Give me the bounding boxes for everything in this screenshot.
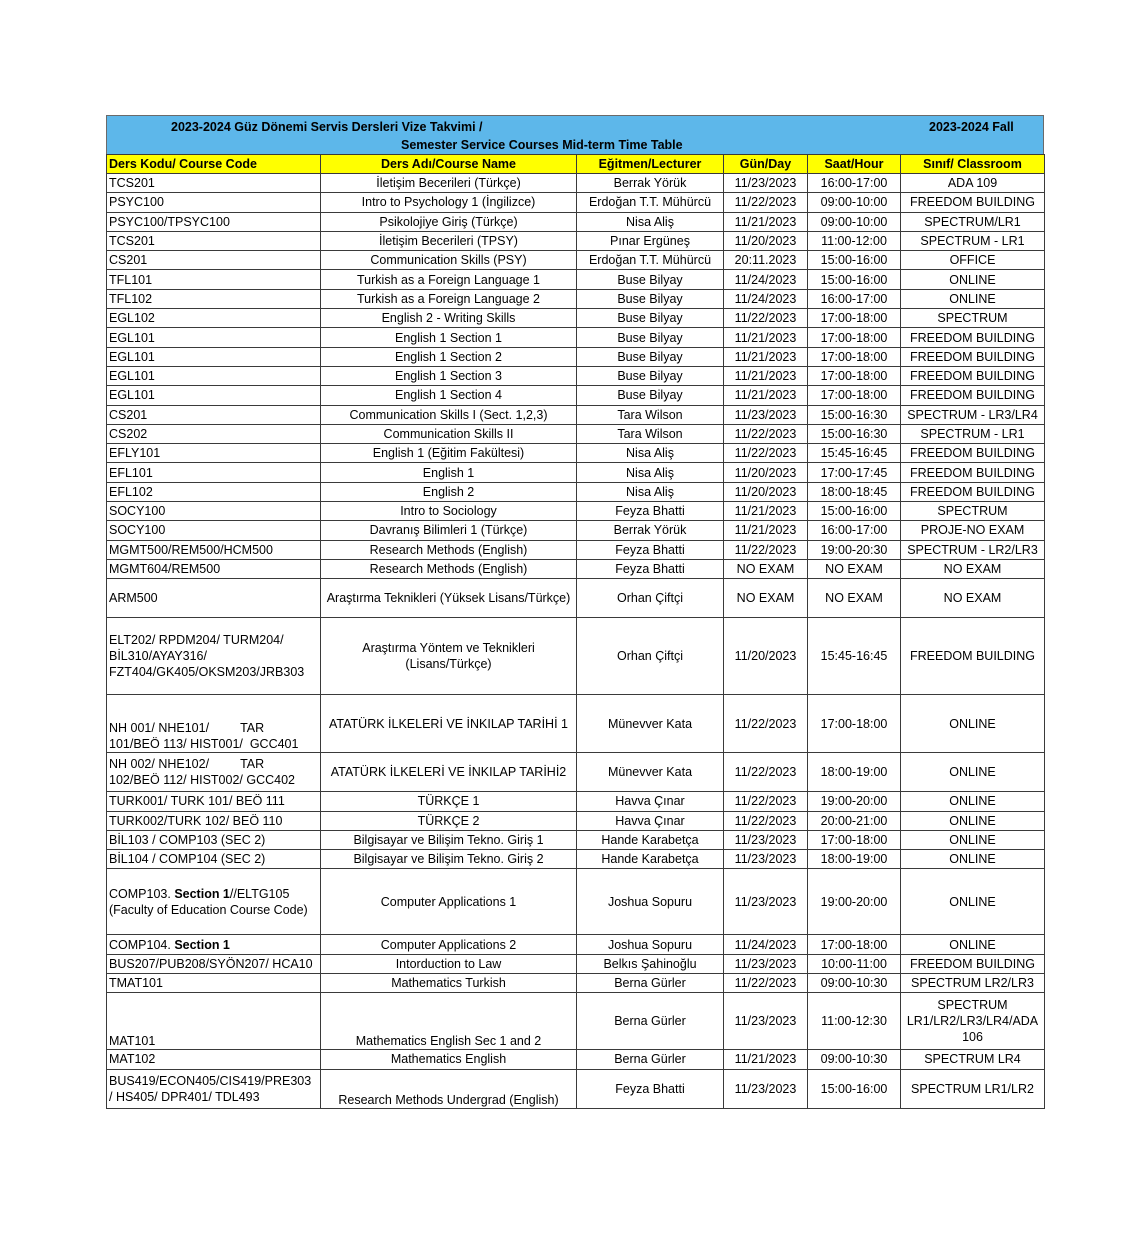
course-code: CS201: [107, 405, 321, 424]
lecturer: Nisa Aliş: [577, 463, 724, 482]
header-day: Gün/Day: [724, 155, 808, 174]
exam-day: 20:11.2023: [724, 251, 808, 270]
course-name: Intro to Psychology 1 (İngilizce): [321, 193, 577, 212]
classroom: ONLINE: [901, 792, 1045, 811]
lecturer: Joshua Sopuru: [577, 869, 724, 935]
timetable-sheet: [106, 115, 1044, 1109]
course-name: Intorduction to Law: [321, 954, 577, 973]
header-row: [107, 155, 1045, 174]
course-name: Mathematics English: [321, 1050, 577, 1069]
exam-hour: 17:00-18:00: [808, 386, 901, 405]
lecturer: Havva Çınar: [577, 811, 724, 830]
classroom: ADA 109: [901, 174, 1045, 193]
course-code: EFL101: [107, 463, 321, 482]
classroom: ONLINE: [901, 811, 1045, 830]
table-row: [107, 424, 1045, 443]
exam-hour: 17:00-18:00: [808, 935, 901, 954]
exam-hour: 17:00-18:00: [808, 347, 901, 366]
exam-day: 11/22/2023: [724, 753, 808, 792]
course-code: CS201: [107, 251, 321, 270]
classroom: ONLINE: [901, 270, 1045, 289]
course-code: TCS201: [107, 231, 321, 250]
exam-day: 11/23/2023: [724, 1069, 808, 1108]
exam-hour: 15:45-16:45: [808, 444, 901, 463]
exam-day: 11/22/2023: [724, 193, 808, 212]
course-code-prefix: COMP104.: [109, 937, 175, 952]
classroom: SPECTRUM LR1/LR2: [901, 1069, 1045, 1108]
exam-day: 11/23/2023: [724, 174, 808, 193]
table-row: [107, 935, 1045, 954]
table-row: [107, 212, 1045, 231]
exam-hour: 15:00-16:00: [808, 502, 901, 521]
lecturer: Berrak Yörük: [577, 174, 724, 193]
course-code: BUS419/ECON405/CIS419/PRE303 / HS405/ DPR401/ TDL493: [107, 1069, 321, 1108]
exam-hour: 17:00-18:00: [808, 309, 901, 328]
classroom: SPECTRUM LR4: [901, 1050, 1045, 1069]
exam-hour: 20:00-21:00: [808, 811, 901, 830]
course-code: SOCY100: [107, 521, 321, 540]
table-row: [107, 289, 1045, 308]
table-row: [107, 231, 1045, 250]
course-code-suffix: //ELTG105 (Faculty of Education Course Code): [109, 886, 308, 917]
exam-day: 11/24/2023: [724, 935, 808, 954]
course-code: EGL101: [107, 366, 321, 385]
table-row: [107, 540, 1045, 559]
table-row: [107, 193, 1045, 212]
table-row: [107, 695, 1045, 753]
classroom: FREEDOM BUILDING: [901, 386, 1045, 405]
course-name: Turkish as a Foreign Language 2: [321, 289, 577, 308]
course-name: Research Methods Undergrad (English): [321, 1069, 577, 1108]
exam-day: 11/21/2023: [724, 366, 808, 385]
classroom: SPECTRUM: [901, 502, 1045, 521]
course-name: Psikolojiye Giriş (Türkçe): [321, 212, 577, 231]
exam-hour: NO EXAM: [808, 559, 901, 578]
exam-hour: 15:00-16:30: [808, 424, 901, 443]
lecturer: Erdoğan T.T. Mühürcü: [577, 251, 724, 270]
classroom: SPECTRUM/LR1: [901, 212, 1045, 231]
lecturer: Berna Gürler: [577, 1050, 724, 1069]
exam-day: 11/21/2023: [724, 502, 808, 521]
course-name: English 1 Section 2: [321, 347, 577, 366]
course-name: English 1 Section 4: [321, 386, 577, 405]
exam-day: 11/20/2023: [724, 231, 808, 250]
classroom: ONLINE: [901, 850, 1045, 869]
exam-day: 11/22/2023: [724, 811, 808, 830]
classroom: SPECTRUM - LR3/LR4: [901, 405, 1045, 424]
course-name: Turkish as a Foreign Language 1: [321, 270, 577, 289]
title-term: 2023-2024 Fall: [929, 120, 1014, 134]
table-row: [107, 444, 1045, 463]
lecturer: Buse Bilyay: [577, 328, 724, 347]
exam-hour: 09:00-10:00: [808, 212, 901, 231]
course-name: Araştırma Teknikleri (Yüksek Lisans/Türkçe): [321, 579, 577, 618]
course-code: EFLY101: [107, 444, 321, 463]
lecturer: Hande Karabetça: [577, 850, 724, 869]
course-name: Mathematics English Sec 1 and 2: [321, 993, 577, 1050]
exam-hour: 09:00-10:30: [808, 974, 901, 993]
exam-hour: 15:00-16:00: [808, 270, 901, 289]
classroom: FREEDOM BUILDING: [901, 366, 1045, 385]
exam-hour: 17:00-17:45: [808, 463, 901, 482]
course-code: ARM500: [107, 579, 321, 618]
table-row: [107, 954, 1045, 973]
table-row: [107, 405, 1045, 424]
exam-day: 11/21/2023: [724, 212, 808, 231]
course-code: NH 002/ NHE102/ TAR 102/BEÖ 112/ HIST002/ GCC402: [107, 753, 321, 792]
lecturer: Orhan Çiftçi: [577, 579, 724, 618]
classroom: PROJE-NO EXAM: [901, 521, 1045, 540]
course-code: TFL102: [107, 289, 321, 308]
exam-day: 11/24/2023: [724, 270, 808, 289]
exam-day: 11/21/2023: [724, 328, 808, 347]
lecturer: Nisa Aliş: [577, 212, 724, 231]
course-name: Research Methods (English): [321, 559, 577, 578]
table-row: [107, 251, 1045, 270]
exam-hour: 16:00-17:00: [808, 174, 901, 193]
lecturer: Feyza Bhatti: [577, 559, 724, 578]
course-code: EGL101: [107, 386, 321, 405]
table-row: [107, 869, 1045, 935]
table-row: [107, 1050, 1045, 1069]
lecturer: Buse Bilyay: [577, 366, 724, 385]
lecturer: Tara Wilson: [577, 405, 724, 424]
lecturer: Buse Bilyay: [577, 289, 724, 308]
exam-hour: 11:00-12:00: [808, 231, 901, 250]
classroom: FREEDOM BUILDING: [901, 618, 1045, 695]
lecturer: Belkıs Şahinoğlu: [577, 954, 724, 973]
course-name: Communication Skills II: [321, 424, 577, 443]
course-code: PSYC100: [107, 193, 321, 212]
classroom: SPECTRUM: [901, 309, 1045, 328]
course-name: Intro to Sociology: [321, 502, 577, 521]
exam-day: 11/22/2023: [724, 540, 808, 559]
title-english: Semester Service Courses Mid-term Time Table: [401, 138, 683, 152]
course-name: Computer Applications 2: [321, 935, 577, 954]
classroom: ONLINE: [901, 935, 1045, 954]
table-row: [107, 270, 1045, 289]
lecturer: Berrak Yörük: [577, 521, 724, 540]
table-row: [107, 502, 1045, 521]
classroom: ONLINE: [901, 289, 1045, 308]
classroom: SPECTRUM - LR1: [901, 424, 1045, 443]
table-row: [107, 974, 1045, 993]
exam-day: 11/22/2023: [724, 695, 808, 753]
table-row: [107, 309, 1045, 328]
course-code: EGL101: [107, 328, 321, 347]
course-code: TMAT101: [107, 974, 321, 993]
lecturer: Feyza Bhatti: [577, 540, 724, 559]
course-name: İletişim Becerileri (Türkçe): [321, 174, 577, 193]
course-name: İletişim Becerileri (TPSY): [321, 231, 577, 250]
lecturer: Buse Bilyay: [577, 270, 724, 289]
table-row: [107, 753, 1045, 792]
course-code-prefix: COMP103.: [109, 886, 175, 901]
classroom: SPECTRUM - LR2/LR3: [901, 540, 1045, 559]
exam-hour: 11:00-12:30: [808, 993, 901, 1050]
exam-hour: 16:00-17:00: [808, 289, 901, 308]
course-name: English 1 Section 1: [321, 328, 577, 347]
course-code: SOCY100: [107, 502, 321, 521]
exam-day: 11/20/2023: [724, 482, 808, 501]
course-name: Computer Applications 1: [321, 869, 577, 935]
exam-hour: 17:00-18:00: [808, 366, 901, 385]
course-code: MGMT500/REM500/HCM500: [107, 540, 321, 559]
classroom: FREEDOM BUILDING: [901, 954, 1045, 973]
classroom: FREEDOM BUILDING: [901, 482, 1045, 501]
exam-hour: 17:00-18:00: [808, 830, 901, 849]
classroom: FREEDOM BUILDING: [901, 328, 1045, 347]
exam-day: 11/23/2023: [724, 954, 808, 973]
course-code: EGL102: [107, 309, 321, 328]
exam-day: 11/23/2023: [724, 405, 808, 424]
table-row: [107, 993, 1045, 1050]
exam-hour: 15:00-16:00: [808, 251, 901, 270]
exam-hour: 18:00-19:00: [808, 850, 901, 869]
lecturer: Buse Bilyay: [577, 386, 724, 405]
exam-hour: 09:00-10:00: [808, 193, 901, 212]
classroom: ONLINE: [901, 830, 1045, 849]
header-classroom: Sınıf/ Classroom: [901, 155, 1045, 174]
lecturer: Nisa Aliş: [577, 444, 724, 463]
table-row: [107, 830, 1045, 849]
exam-hour: 10:00-11:00: [808, 954, 901, 973]
exam-day: 11/22/2023: [724, 792, 808, 811]
lecturer: Buse Bilyay: [577, 309, 724, 328]
lecturer: Erdoğan T.T. Mühürcü: [577, 193, 724, 212]
course-section: Section 1: [174, 937, 230, 952]
classroom: SPECTRUM - LR1: [901, 231, 1045, 250]
title-band: [106, 115, 1044, 154]
table-row: [107, 328, 1045, 347]
lecturer: Hande Karabetça: [577, 830, 724, 849]
exam-hour: NO EXAM: [808, 579, 901, 618]
header-course-name: Ders Adı/Course Name: [321, 155, 577, 174]
course-name: Research Methods (English): [321, 540, 577, 559]
course-code: BİL103 / COMP103 (SEC 2): [107, 830, 321, 849]
exam-day: 11/20/2023: [724, 618, 808, 695]
lecturer: Münevver Kata: [577, 753, 724, 792]
header-hour: Saat/Hour: [808, 155, 901, 174]
classroom: FREEDOM BUILDING: [901, 463, 1045, 482]
course-name: English 2 - Writing Skills: [321, 309, 577, 328]
title-turkish: 2023-2024 Güz Dönemi Servis Dersleri Vize Takvimi /: [171, 120, 483, 134]
exam-hour: 18:00-18:45: [808, 482, 901, 501]
course-code: [107, 935, 321, 954]
classroom: OFFICE: [901, 251, 1045, 270]
course-code: TFL101: [107, 270, 321, 289]
lecturer: Buse Bilyay: [577, 347, 724, 366]
course-name: Communication Skills (PSY): [321, 251, 577, 270]
exam-hour: 19:00-20:00: [808, 792, 901, 811]
course-name: Davranış Bilimleri 1 (Türkçe): [321, 521, 577, 540]
course-code: MGMT604/REM500: [107, 559, 321, 578]
exam-hour: 19:00-20:30: [808, 540, 901, 559]
table-row: [107, 482, 1045, 501]
exam-hour: 15:00-16:00: [808, 1069, 901, 1108]
classroom: ONLINE: [901, 869, 1045, 935]
classroom: FREEDOM BUILDING: [901, 193, 1045, 212]
lecturer: Orhan Çiftçi: [577, 618, 724, 695]
table-row: [107, 174, 1045, 193]
course-code: EGL101: [107, 347, 321, 366]
classroom: ONLINE: [901, 753, 1045, 792]
table-row: [107, 579, 1045, 618]
course-code: BİL104 / COMP104 (SEC 2): [107, 850, 321, 869]
course-name: Bilgisayar ve Bilişim Tekno. Giriş 2: [321, 850, 577, 869]
lecturer: Tara Wilson: [577, 424, 724, 443]
table-row: [107, 463, 1045, 482]
lecturer: Münevver Kata: [577, 695, 724, 753]
exam-day: 11/23/2023: [724, 993, 808, 1050]
classroom: SPECTRUM LR1/LR2/LR3/LR4/ADA 106: [901, 993, 1045, 1050]
exam-day: 11/24/2023: [724, 289, 808, 308]
course-code: CS202: [107, 424, 321, 443]
exam-day: 11/21/2023: [724, 347, 808, 366]
exam-hour: 17:00-18:00: [808, 328, 901, 347]
table-row: [107, 559, 1045, 578]
exam-hour: 16:00-17:00: [808, 521, 901, 540]
table-row: [107, 811, 1045, 830]
course-code: EFL102: [107, 482, 321, 501]
course-code: [107, 869, 321, 935]
exam-day: 11/22/2023: [724, 974, 808, 993]
table-row: [107, 366, 1045, 385]
exam-day: NO EXAM: [724, 559, 808, 578]
classroom: NO EXAM: [901, 559, 1045, 578]
header-course-code: Ders Kodu/ Course Code: [107, 155, 321, 174]
course-code: BUS207/PUB208/SYÖN207/ HCA10: [107, 954, 321, 973]
exam-day: 11/21/2023: [724, 1050, 808, 1069]
course-code: ELT202/ RPDM204/ TURM204/ BİL310/AYAY316/ FZT404/GK405/OKSM203/JRB303: [107, 618, 321, 695]
exam-day: 11/21/2023: [724, 521, 808, 540]
classroom: SPECTRUM LR2/LR3: [901, 974, 1045, 993]
exam-day: 11/22/2023: [724, 309, 808, 328]
table-row: [107, 347, 1045, 366]
exam-day: 11/23/2023: [724, 830, 808, 849]
course-code: MAT101: [107, 993, 321, 1050]
exam-hour: 17:00-18:00: [808, 695, 901, 753]
lecturer: Feyza Bhatti: [577, 1069, 724, 1108]
lecturer: Berna Gürler: [577, 993, 724, 1050]
course-code: TCS201: [107, 174, 321, 193]
course-code: MAT102: [107, 1050, 321, 1069]
exam-day: NO EXAM: [724, 579, 808, 618]
course-code: TURK001/ TURK 101/ BEÖ 111: [107, 792, 321, 811]
exam-hour: 18:00-19:00: [808, 753, 901, 792]
exam-hour: 15:45-16:45: [808, 618, 901, 695]
table-row: [107, 386, 1045, 405]
exam-hour: 15:00-16:30: [808, 405, 901, 424]
exam-day: 11/22/2023: [724, 444, 808, 463]
table-row: [107, 618, 1045, 695]
timetable: [106, 154, 1045, 1109]
exam-day: 11/23/2023: [724, 850, 808, 869]
exam-hour: 09:00-10:30: [808, 1050, 901, 1069]
exam-day: 11/23/2023: [724, 869, 808, 935]
table-row: [107, 850, 1045, 869]
course-name: English 1: [321, 463, 577, 482]
course-code: PSYC100/TPSYC100: [107, 212, 321, 231]
course-code: NH 001/ NHE101/ TAR 101/BEÖ 113/ HIST001/ GCC401: [107, 695, 321, 753]
lecturer: Feyza Bhatti: [577, 502, 724, 521]
course-name: TÜRKÇE 1: [321, 792, 577, 811]
lecturer: Pınar Ergüneş: [577, 231, 724, 250]
exam-day: 11/21/2023: [724, 386, 808, 405]
course-name: English 2: [321, 482, 577, 501]
course-name: ATATÜRK İLKELERİ VE İNKILAP TARİHİ 1: [321, 695, 577, 753]
course-name: Bilgisayar ve Bilişim Tekno. Giriş 1: [321, 830, 577, 849]
course-name: TÜRKÇE 2: [321, 811, 577, 830]
course-name: Communication Skills I (Sect. 1,2,3): [321, 405, 577, 424]
table-row: [107, 521, 1045, 540]
exam-hour: 19:00-20:00: [808, 869, 901, 935]
lecturer: Havva Çınar: [577, 792, 724, 811]
lecturer: Nisa Aliş: [577, 482, 724, 501]
header-lecturer: Eğitmen/Lecturer: [577, 155, 724, 174]
lecturer: Berna Gürler: [577, 974, 724, 993]
classroom: NO EXAM: [901, 579, 1045, 618]
table-row: [107, 792, 1045, 811]
classroom: FREEDOM BUILDING: [901, 347, 1045, 366]
course-name: Araştırma Yöntem ve Teknikleri (Lisans/Türkçe): [321, 618, 577, 695]
classroom: FREEDOM BUILDING: [901, 444, 1045, 463]
lecturer: Joshua Sopuru: [577, 935, 724, 954]
table-row: [107, 1069, 1045, 1108]
course-name: English 1 Section 3: [321, 366, 577, 385]
course-section: Section 1: [174, 886, 230, 901]
classroom: ONLINE: [901, 695, 1045, 753]
course-name: Mathematics Turkish: [321, 974, 577, 993]
course-name: ATATÜRK İLKELERİ VE İNKILAP TARİHİ2: [321, 753, 577, 792]
course-code: TURK002/TURK 102/ BEÖ 110: [107, 811, 321, 830]
exam-day: 11/22/2023: [724, 424, 808, 443]
course-name: English 1 (Eğitim Fakültesi): [321, 444, 577, 463]
exam-day: 11/20/2023: [724, 463, 808, 482]
